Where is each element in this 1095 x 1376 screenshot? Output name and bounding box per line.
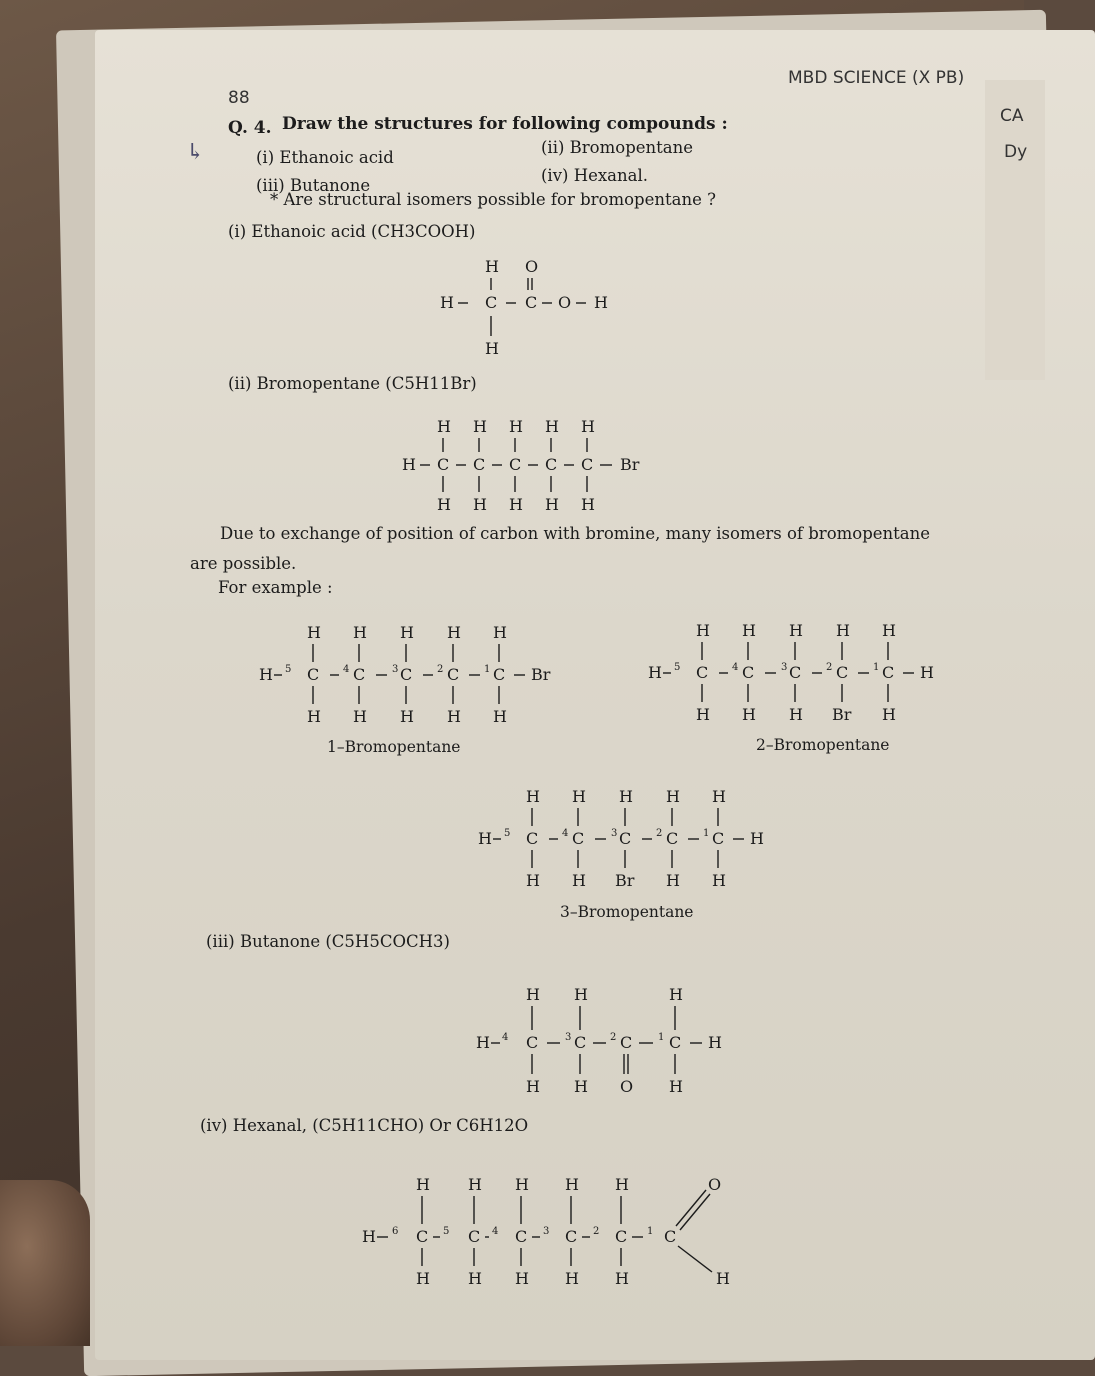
svg-text:H: H xyxy=(581,495,595,514)
svg-text:H: H xyxy=(307,623,321,642)
svg-text:C: C xyxy=(712,829,725,848)
svg-text:H: H xyxy=(447,623,461,642)
svg-text:C: C xyxy=(493,665,506,684)
explanation-line: are possible. xyxy=(190,554,297,573)
facing-page-text: Dy xyxy=(1004,142,1028,162)
svg-text:H: H xyxy=(708,1033,722,1052)
svg-text:3: 3 xyxy=(543,1226,550,1237)
for-example-label: For example : xyxy=(218,578,333,597)
svg-text:4: 4 xyxy=(732,662,739,673)
svg-text:C: C xyxy=(509,455,522,474)
svg-text:H: H xyxy=(509,495,523,514)
svg-text:H: H xyxy=(493,623,507,642)
svg-text:C: C xyxy=(574,1033,587,1052)
svg-text:H: H xyxy=(574,1077,588,1096)
svg-text:H: H xyxy=(437,495,451,514)
svg-text:Br: Br xyxy=(615,871,635,890)
svg-text:H: H xyxy=(789,621,803,640)
svg-text:2: 2 xyxy=(610,1032,617,1043)
svg-text:C: C xyxy=(669,1033,682,1052)
svg-text:1: 1 xyxy=(873,662,880,673)
svg-text:H: H xyxy=(615,1175,629,1194)
svg-text:C: C xyxy=(789,663,802,682)
facing-page-text: CA xyxy=(1000,106,1024,126)
svg-text:6: 6 xyxy=(392,1226,399,1237)
butanone-structure xyxy=(470,980,740,1100)
svg-text:H: H xyxy=(416,1175,430,1194)
svg-text:H: H xyxy=(669,985,683,1004)
svg-text:O: O xyxy=(620,1077,634,1096)
svg-text:C: C xyxy=(416,1227,429,1246)
svg-text:Br: Br xyxy=(620,455,640,474)
svg-text:O: O xyxy=(558,293,572,312)
answer-part-iv-heading: (iv) Hexanal, (C5H11CHO) Or C6H12O xyxy=(200,1116,529,1135)
svg-text:1: 1 xyxy=(703,828,710,839)
svg-text:H: H xyxy=(515,1269,529,1288)
ethanoic-acid-structure xyxy=(430,252,630,364)
svg-text:H: H xyxy=(473,417,487,436)
svg-text:2: 2 xyxy=(437,664,444,675)
svg-text:H: H xyxy=(581,417,595,436)
svg-text:H: H xyxy=(712,787,726,806)
svg-text:H: H xyxy=(565,1269,579,1288)
svg-text:1: 1 xyxy=(484,664,491,675)
svg-text:C: C xyxy=(525,293,538,312)
svg-text:H: H xyxy=(750,829,764,848)
question-number: Q. 4. xyxy=(228,118,272,138)
question-item: (ii) Bromopentane xyxy=(541,138,694,157)
svg-text:3: 3 xyxy=(781,662,788,673)
svg-text:H: H xyxy=(545,417,559,436)
svg-text:H: H xyxy=(712,871,726,890)
svg-text:C: C xyxy=(882,663,895,682)
svg-text:H: H xyxy=(666,787,680,806)
svg-text:C: C xyxy=(620,1033,633,1052)
svg-text:5: 5 xyxy=(674,662,681,673)
svg-text:H: H xyxy=(648,663,662,682)
svg-text:H: H xyxy=(882,621,896,640)
svg-text:H: H xyxy=(468,1175,482,1194)
sub-question: * Are structural isomers possible for bromopentane ? xyxy=(270,190,716,209)
svg-text:H: H xyxy=(468,1269,482,1288)
svg-text:H: H xyxy=(353,707,367,726)
svg-text:H: H xyxy=(447,707,461,726)
pen-mark: ↳ xyxy=(186,140,205,165)
svg-text:H: H xyxy=(259,665,273,684)
svg-text:3: 3 xyxy=(565,1032,572,1043)
book-title: MBD SCIENCE (X PB) xyxy=(788,68,965,88)
svg-text:2: 2 xyxy=(593,1226,600,1237)
svg-text:H: H xyxy=(353,623,367,642)
svg-text:C: C xyxy=(664,1227,677,1246)
question-item: (iv) Hexanal. xyxy=(541,166,649,185)
svg-text:C: C xyxy=(666,829,679,848)
svg-text:C: C xyxy=(619,829,632,848)
svg-text:4: 4 xyxy=(492,1226,499,1237)
2-bromopentane-label: 2–Bromopentane xyxy=(756,736,890,754)
2-bromopentane-structure xyxy=(644,616,944,728)
svg-text:H: H xyxy=(400,623,414,642)
svg-text:3: 3 xyxy=(611,828,618,839)
svg-text:H: H xyxy=(416,1269,430,1288)
svg-text:1: 1 xyxy=(647,1226,654,1237)
svg-text:C: C xyxy=(437,455,450,474)
svg-text:H: H xyxy=(526,871,540,890)
svg-text:H: H xyxy=(473,495,487,514)
svg-text:H: H xyxy=(526,787,540,806)
svg-text:C: C xyxy=(526,829,539,848)
svg-text:C: C xyxy=(485,293,498,312)
svg-text:C: C xyxy=(526,1033,539,1052)
svg-text:H: H xyxy=(476,1033,490,1052)
svg-text:H: H xyxy=(526,1077,540,1096)
svg-text:H: H xyxy=(485,339,499,358)
svg-text:H: H xyxy=(545,495,559,514)
svg-text:H: H xyxy=(478,829,492,848)
svg-text:C: C xyxy=(581,455,594,474)
svg-text:3: 3 xyxy=(392,664,399,675)
question-item: (i) Ethanoic acid xyxy=(256,148,394,167)
svg-text:C: C xyxy=(353,665,366,684)
svg-text:H: H xyxy=(696,621,710,640)
svg-text:H: H xyxy=(882,705,896,724)
svg-text:C: C xyxy=(473,455,486,474)
svg-text:C: C xyxy=(615,1227,628,1246)
svg-text:2: 2 xyxy=(826,662,833,673)
svg-text:H: H xyxy=(742,705,756,724)
svg-text:H: H xyxy=(716,1269,730,1288)
svg-text:C: C xyxy=(447,665,460,684)
svg-text:O: O xyxy=(708,1175,722,1194)
svg-text:H: H xyxy=(307,707,321,726)
svg-text:C: C xyxy=(836,663,849,682)
svg-text:H: H xyxy=(572,787,586,806)
thumb xyxy=(0,1180,90,1346)
svg-text:4: 4 xyxy=(343,664,350,675)
svg-text:C: C xyxy=(545,455,558,474)
svg-text:C: C xyxy=(572,829,585,848)
svg-text:C: C xyxy=(515,1227,528,1246)
svg-text:H: H xyxy=(437,417,451,436)
svg-text:C: C xyxy=(468,1227,481,1246)
svg-text:H: H xyxy=(485,257,499,276)
svg-text:H: H xyxy=(594,293,608,312)
svg-text:C: C xyxy=(696,663,709,682)
question-item: (iii) Butanone xyxy=(256,176,371,195)
svg-text:H: H xyxy=(400,707,414,726)
svg-text:5: 5 xyxy=(285,664,292,675)
svg-text:2: 2 xyxy=(656,828,663,839)
svg-text:H: H xyxy=(362,1227,376,1246)
svg-text:C: C xyxy=(400,665,413,684)
svg-text:H: H xyxy=(509,417,523,436)
svg-text:C: C xyxy=(565,1227,578,1246)
question-prompt: Draw the structures for following compounds : xyxy=(282,114,728,134)
svg-text:H: H xyxy=(574,985,588,1004)
svg-text:H: H xyxy=(920,663,934,682)
svg-text:5: 5 xyxy=(504,828,511,839)
svg-text:H: H xyxy=(565,1175,579,1194)
svg-text:H: H xyxy=(669,1077,683,1096)
page-number: 88 xyxy=(228,88,250,108)
svg-text:H: H xyxy=(742,621,756,640)
answer-part-i-heading: (i) Ethanoic acid (CH3COOH) xyxy=(228,222,476,241)
svg-text:4: 4 xyxy=(502,1032,509,1043)
svg-text:O: O xyxy=(525,257,539,276)
hexanal-structure xyxy=(358,1168,738,1292)
svg-text:H: H xyxy=(836,621,850,640)
svg-text:C: C xyxy=(307,665,320,684)
svg-text:H: H xyxy=(572,871,586,890)
svg-text:H: H xyxy=(666,871,680,890)
answer-part-iii-heading: (iii) Butanone (C5H5COCH3) xyxy=(206,932,450,951)
svg-text:H: H xyxy=(440,293,454,312)
explanation-line: Due to exchange of position of carbon with bromine, many isomers of bromopentane xyxy=(220,524,931,543)
svg-text:5: 5 xyxy=(443,1226,450,1237)
svg-text:H: H xyxy=(615,1269,629,1288)
answer-part-ii-heading: (ii) Bromopentane (C5H11Br) xyxy=(228,374,477,393)
svg-text:H: H xyxy=(515,1175,529,1194)
svg-text:H: H xyxy=(696,705,710,724)
svg-text:H: H xyxy=(402,455,416,474)
3-bromopentane-structure xyxy=(474,782,774,894)
svg-text:H: H xyxy=(619,787,633,806)
bromopentane-structure xyxy=(396,414,656,514)
svg-text:H: H xyxy=(526,985,540,1004)
svg-text:4: 4 xyxy=(562,828,569,839)
svg-text:Br: Br xyxy=(531,665,551,684)
svg-text:C: C xyxy=(742,663,755,682)
svg-text:H: H xyxy=(493,707,507,726)
svg-text:Br: Br xyxy=(832,705,852,724)
svg-text:1: 1 xyxy=(658,1032,665,1043)
svg-text:H: H xyxy=(789,705,803,724)
1-bromopentane-label: 1–Bromopentane xyxy=(327,738,461,756)
3-bromopentane-label: 3–Bromopentane xyxy=(560,903,694,921)
1-bromopentane-structure xyxy=(255,618,565,730)
